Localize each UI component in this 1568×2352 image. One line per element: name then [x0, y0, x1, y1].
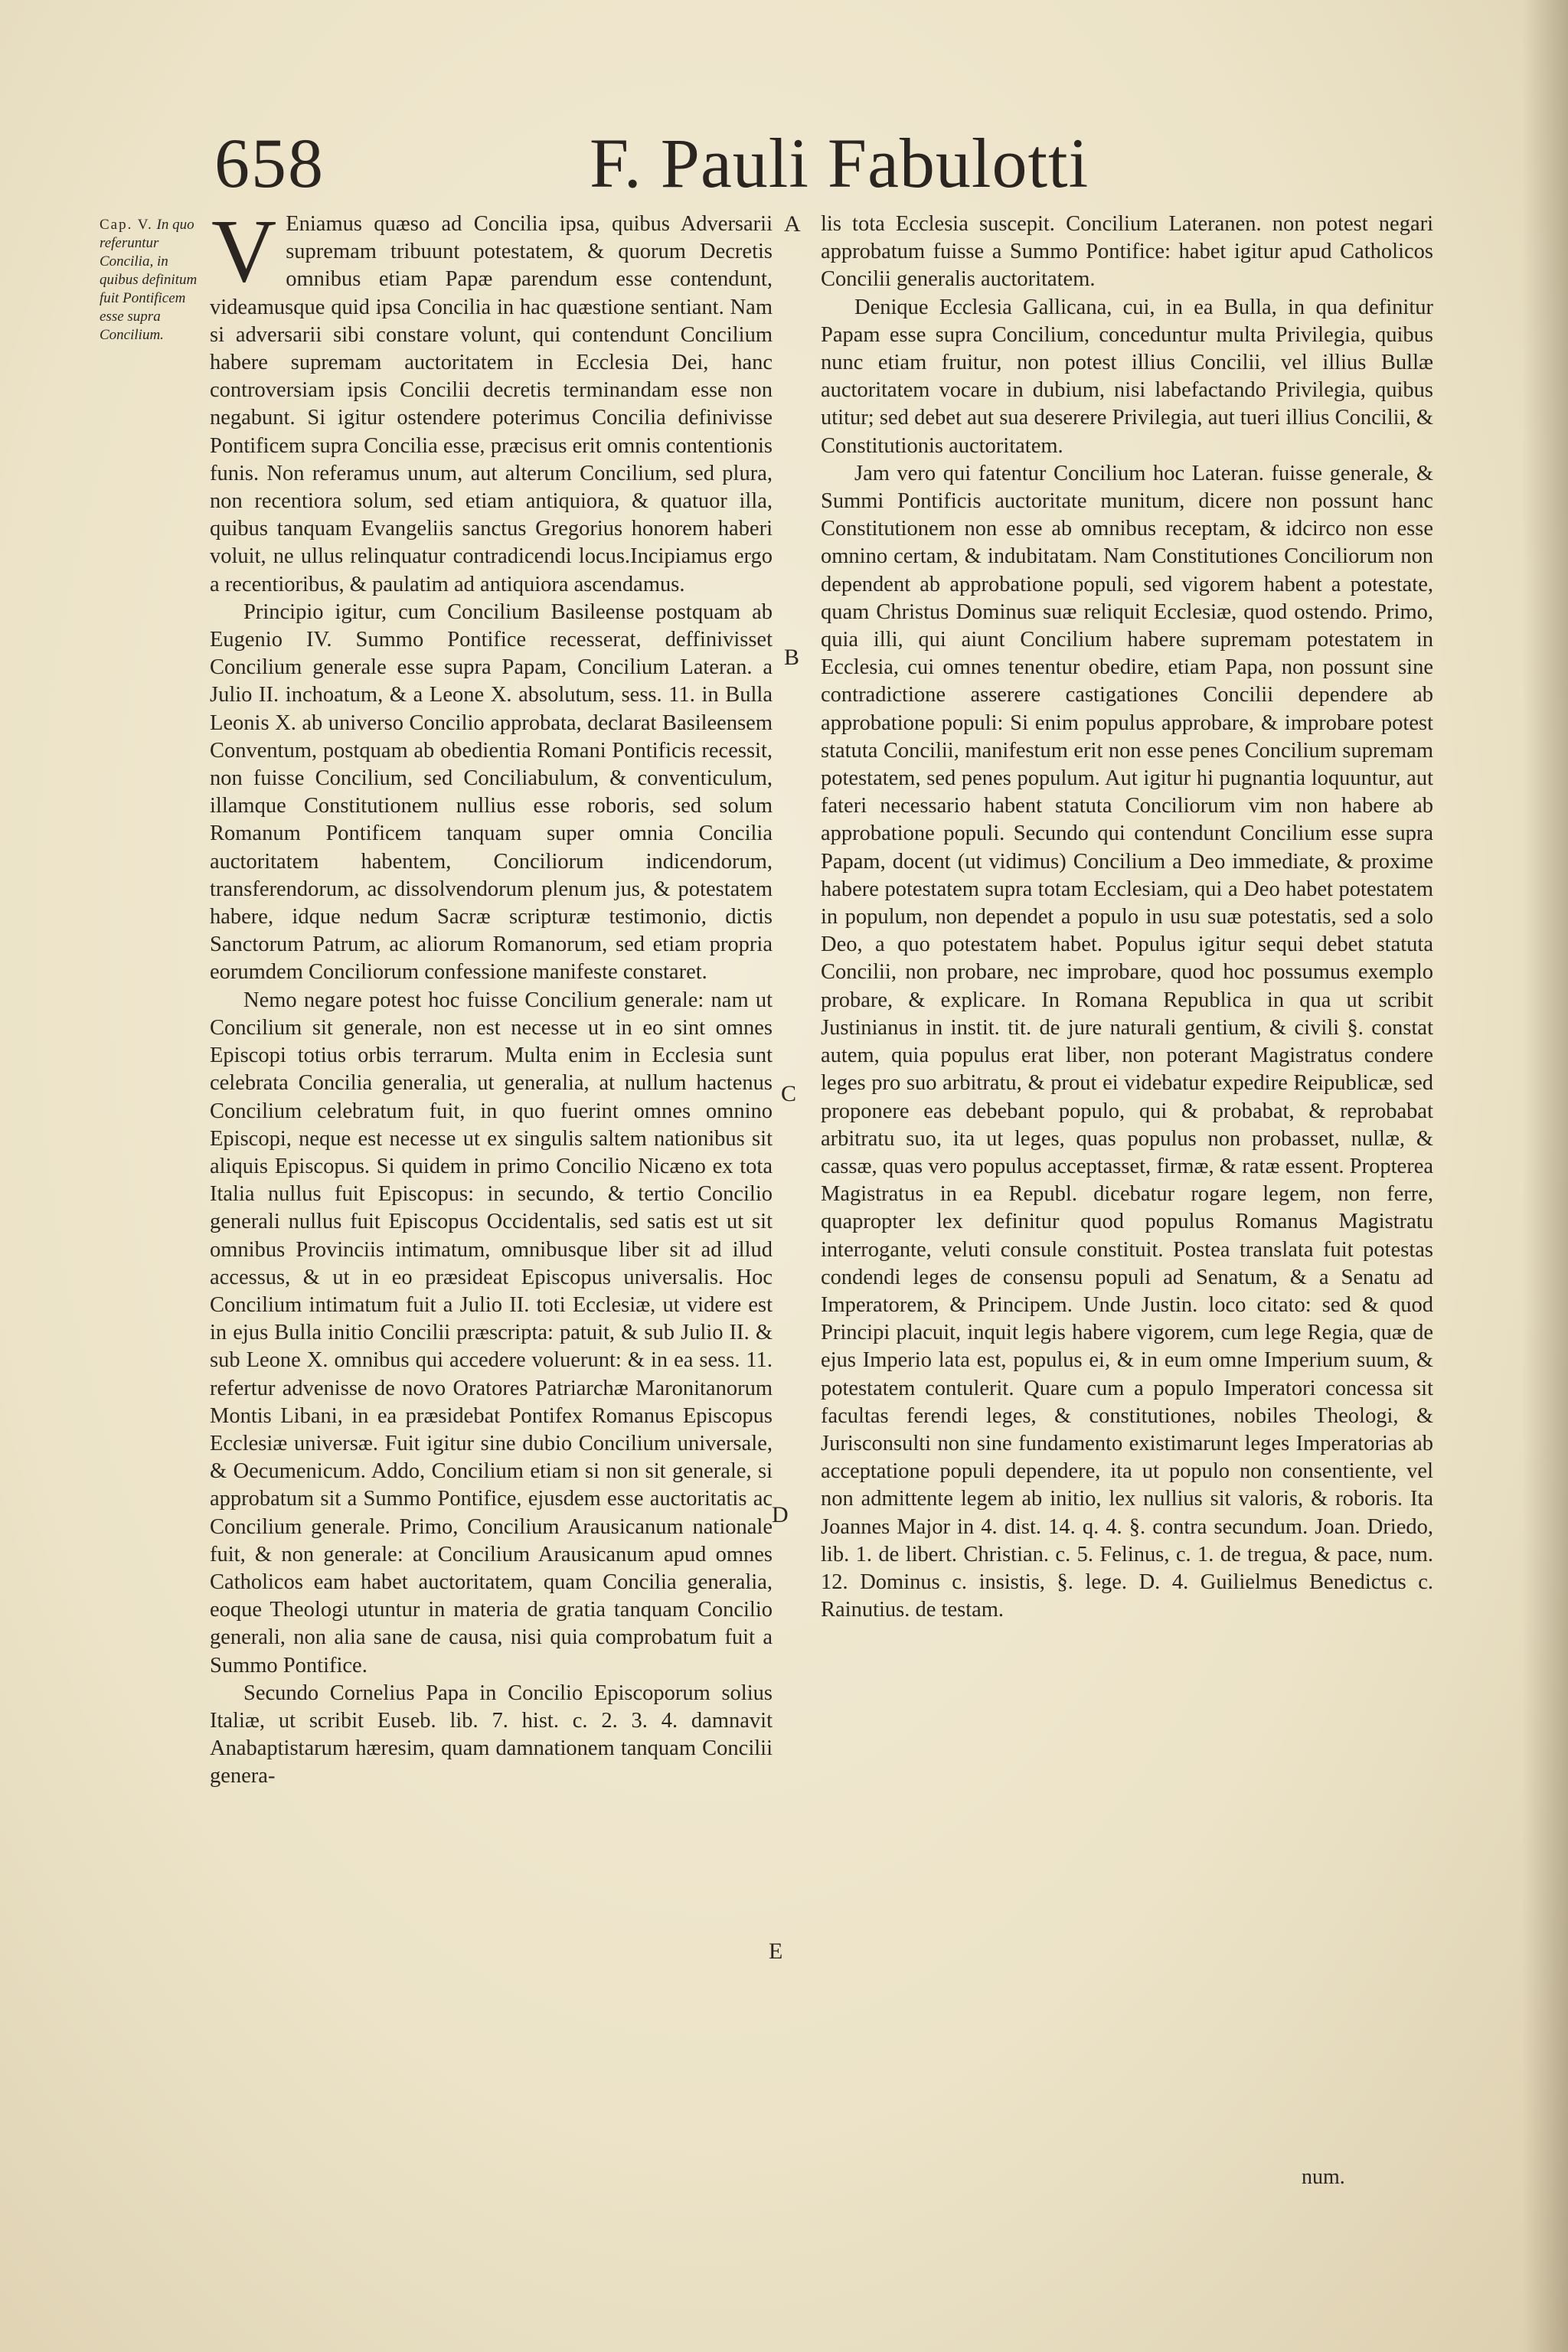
running-title: F. Pauli Fabulotti — [590, 124, 1089, 202]
left-text-column — [210, 201, 773, 1791]
drop-cap: V — [211, 201, 277, 301]
paragraph: Principio igitur, cum Concilium Basileense postquam ab Eugenio IV. Summo Pontifice recesserat, deffinivisset Concilium generale esse supra Papam, Concilium Lateran. a Julio II. inchoatum, & a Leone X. absolutum, sess. 11. in Bulla Leonis X. ab universo Concilio approbata, declarat Basileensem Conventum, postquam ab obedientia Romani Pontificis recessit, non fuisse Concilium, sed Conciliabulum, & conventiculum, illamque Constitutionem nullius esse roboris, sed solum Romanum Pontificem tanquam super omnia Concilia auctoritatem habentem, Conciliorum indicendorum, transferendorum, ac dissolvendorum plenum jus, & potestatem habere, idque nedum Sacræ scripturæ testimonio, dictis Sanctorum Patrum, ac aliorum Romanorum, sed etiam propria eorumdem Conciliorum confessione manifeste constaret. — [210, 599, 773, 985]
section-marker-e: E — [769, 1939, 783, 1964]
marginal-note-chapter: Cap. V. — [100, 217, 153, 233]
section-marker-a: A — [784, 211, 801, 237]
paragraph: Secundo Cornelius Papa in Concilio Episcoporum solius Italiæ, ut scribit Euseb. lib. 7. hist. c. 2. 3. 4. damnavit Anabaptistarum hæresim, quam damnationem tanquam Concilii genera- — [210, 1681, 773, 1788]
section-marker-d: D — [772, 1502, 789, 1527]
paragraph: Jam vero qui fatentur Concilium hoc Lateran. fuisse generale, & Summi Pontificis auctoritate munitum, dicere non possunt hanc Constitutionem non esse ab omnibus receptam, & idcirco non esse omnino certam, & indubitatam. Nam Constitutiones Conciliorum non dependent ab approbatione populi, sed vigorem habent a potestate, quam Christus Dominus suæ reliquit Ecclesiæ, quod ostendo. Primo, quia illi, qui aiunt Concilium habere supremam potestatem in Ecclesia, cui omnes tenentur obedire, etiam Papa, non possunt sine contradictione asserere castigationes Concilii dependere ab approbatione populi: Si enim populus approbare, & improbare potest statuta Concilii, manifestum erit non esse penes Concilium supremam potestatem, sed penes populum. Aut igitur hi pugnantia loquuntur, aut fateri necessario habent statuta Conciliorum vim non habere ab approbatione populi. Secundo qui contendunt Concilium esse supra Papam, docent (ut vidimus) Concilium a Deo immediate, & proxime habere potestatem supra totam Ecclesiam, qui a Deo habet potestatem in populum, non dependet a populo in usu suæ potestatis, sed a solo Deo, a quo potestatem habet. Populus igitur sequi debet statuta Concilii, non probare, nec improbare, quod hoc possumus exemplo probare, & explicare. In Romana Republica in qua ut scribit Justinianus in instit. tit. de jure naturali gentium, & civili §. constat autem, quia populus erat liber, non poterant Magistratus condere leges pro suo arbitratu, & prout ei videbatur expedire Reipublicæ, sed proponere eas debebant populo, qui & probabat, & reprobabat arbitratu suo, ita ut leges, quas populus non probasset, nullæ, & cassæ, quas vero populus acceptasset, firmæ, & ratæ essent. Propterea Magistratus in ea Republ. dicebatur rogare legem, non ferre, quapropter lex definitur quod populus Romanus Magistratu interrogante, veluti consule constituit. Postea translata fuit potestas condendi leges de consensu populi ad Senatum, & a Senatu ad Imperatorem, & Principem. Unde Justin. loco citato: sed & quod Principi placuit, inquit legis habere vigorem, cum lege Regia, quæ de ejus Imperio lata est, populus ei, & in eum omne Imperium suum, & potestatem contulerit. Quare cum a populo Imperatori concessa sit facultas ferendi leges, & constitutiones, nobiles Theologi, & Jurisconsulti non sine fundamento existimarunt leges Imperatorias ab acceptatione populi dependere, ita ut populo non consentiente, vel non admittente legem ab initio, lex nullius sit valoris, & roboris. Ita Joannes Major in 4. dist. 14. q. 4. §. contra secundum. Joan. Driedo, lib. 1. de libert. Christian. c. 5. Felinus, c. 1. de tregua, & pace, num. 12. Dominus c. insistis, §. lege. D. 4. Guilielmus Benedictus c. Rainutius. de testam. — [821, 461, 1433, 1622]
section-marker-b: B — [784, 645, 800, 670]
paragraph: lis tota Ecclesia suscepit. Concilium Lateranen. non potest negari approbatum fuisse a Summo Pontifice: habet igitur apud Catholicos Concilii generalis auctoritatem. — [821, 212, 1433, 292]
paragraph: Nemo negare potest hoc fuisse Concilium generale: nam ut Concilium sit generale, non est necesse ut in eo sint omnes Episcopi totius orbis terrarum. Multa enim in Ecclesia sunt celebrata Concilia generalia, ut generalia, at nullum hactenus Concilium celebratum fuit, in quo fuerint omnes omnino Episcopi, neque est necesse ut ex singulis saltem nationibus sit aliquis Episcopus. Si quidem in primo Concilio Nicæno ex tota Italia nullus fuit Episcopus: in secundo, & tertio Concilio generali nullus fuit Episcopus Occidentalis, sed satis est ut sit omnibus Provinciis intimatum, omnibusque liber sit ad illud accessus, & ut in eo præsideat Episcopus universalis. Hoc Concilium intimatum fuit a Julio II. toti Ecclesiæ, ut videre est in ejus Bulla initio Concilii præscripta: patuit, & sub Julio II. & sub Leone X. omnibus qui accedere voluerunt: & in ea sess. 11. refertur advenisse de novo Oratores Patriarchæ Maronitanorum Montis Libani, in ea præsidebat Pontifex Romanus Episcopus Ecclesiæ universæ. Fuit igitur sine dubio Concilium universale, & Oecumenicum. Addo, Concilium etiam si non sit generale, si approbatum sit a Summo Pontifice, ejusdem esse auctoritatis ac Concilium generale. Primo, Concilium Arausicanum nationale fuit, & non generale: at Concilium Arausicanum apud omnes Catholicos eam habet auctoritatem, quam Concilia generalia, eoque Theologi utuntur in materia de gratia tanquam Concilio generali, non alia sane de causa, nisi quia comprobatum fuit a Summo Pontifice. — [210, 988, 773, 1677]
right-text-column — [821, 211, 1433, 1624]
section-marker-c: C — [781, 1081, 797, 1106]
page-header — [207, 122, 1110, 207]
page-edge-shadow — [1522, 0, 1568, 2352]
page-number: 658 — [214, 124, 325, 202]
marginal-note — [100, 216, 199, 345]
paragraph: Denique Ecclesia Gallicana, cui, in ea Bulla, in qua definitur Papam esse supra Concilium, conceduntur multa Privilegia, quibus nunc etiam fruitur, non potest illius Concilii, vel illius Bullæ auctoritatem vocare in dubium, nisi labefactando Privilegia, quibus utitur; sed debet aut sua deserere Privilegia, aut tueri illius Concilii, & Constitutionis auctoritatem. — [821, 295, 1433, 458]
catchword: num. — [1302, 2165, 1345, 2189]
marginal-note-text: In quo referuntur Concilia, in quibus definitum fuit Pontificem esse supra Concilium. — [100, 217, 198, 343]
paragraph — [210, 201, 773, 599]
paragraph-text: Eniamus quæso ad Concilia ipsa, quibus Adversarii supremam tribuunt potestatem, & quorum Decretis omnibus etiam Papæ parendum esse contendunt, videamusque quid ipsa Concilia in hac quæstione sentiant. Nam si adversarii sibi constare volunt, qui contendunt Concilium habere supremam auctoritatem in Ecclesia Dei, hanc controversiam ipsis Concilii decretis terminandam esse non negabunt. Si igitur ostendere poterimus Concilia definivisse Pontificem supra Concilia esse, præcisus erit omnis contentionis funis. Non referamus unum, aut alterum Concilium, sed plura, non recentiora solum, sed etiam antiquiora, & quatuor illa, quibus tanquam Evangeliis sanctus Gregorius honorem haberi voluit, ne ullus relinquatur contradicendi locus.Incipiamus ergo a recentioribus, & paulatim ad antiquiora ascendamus. — [210, 212, 773, 596]
